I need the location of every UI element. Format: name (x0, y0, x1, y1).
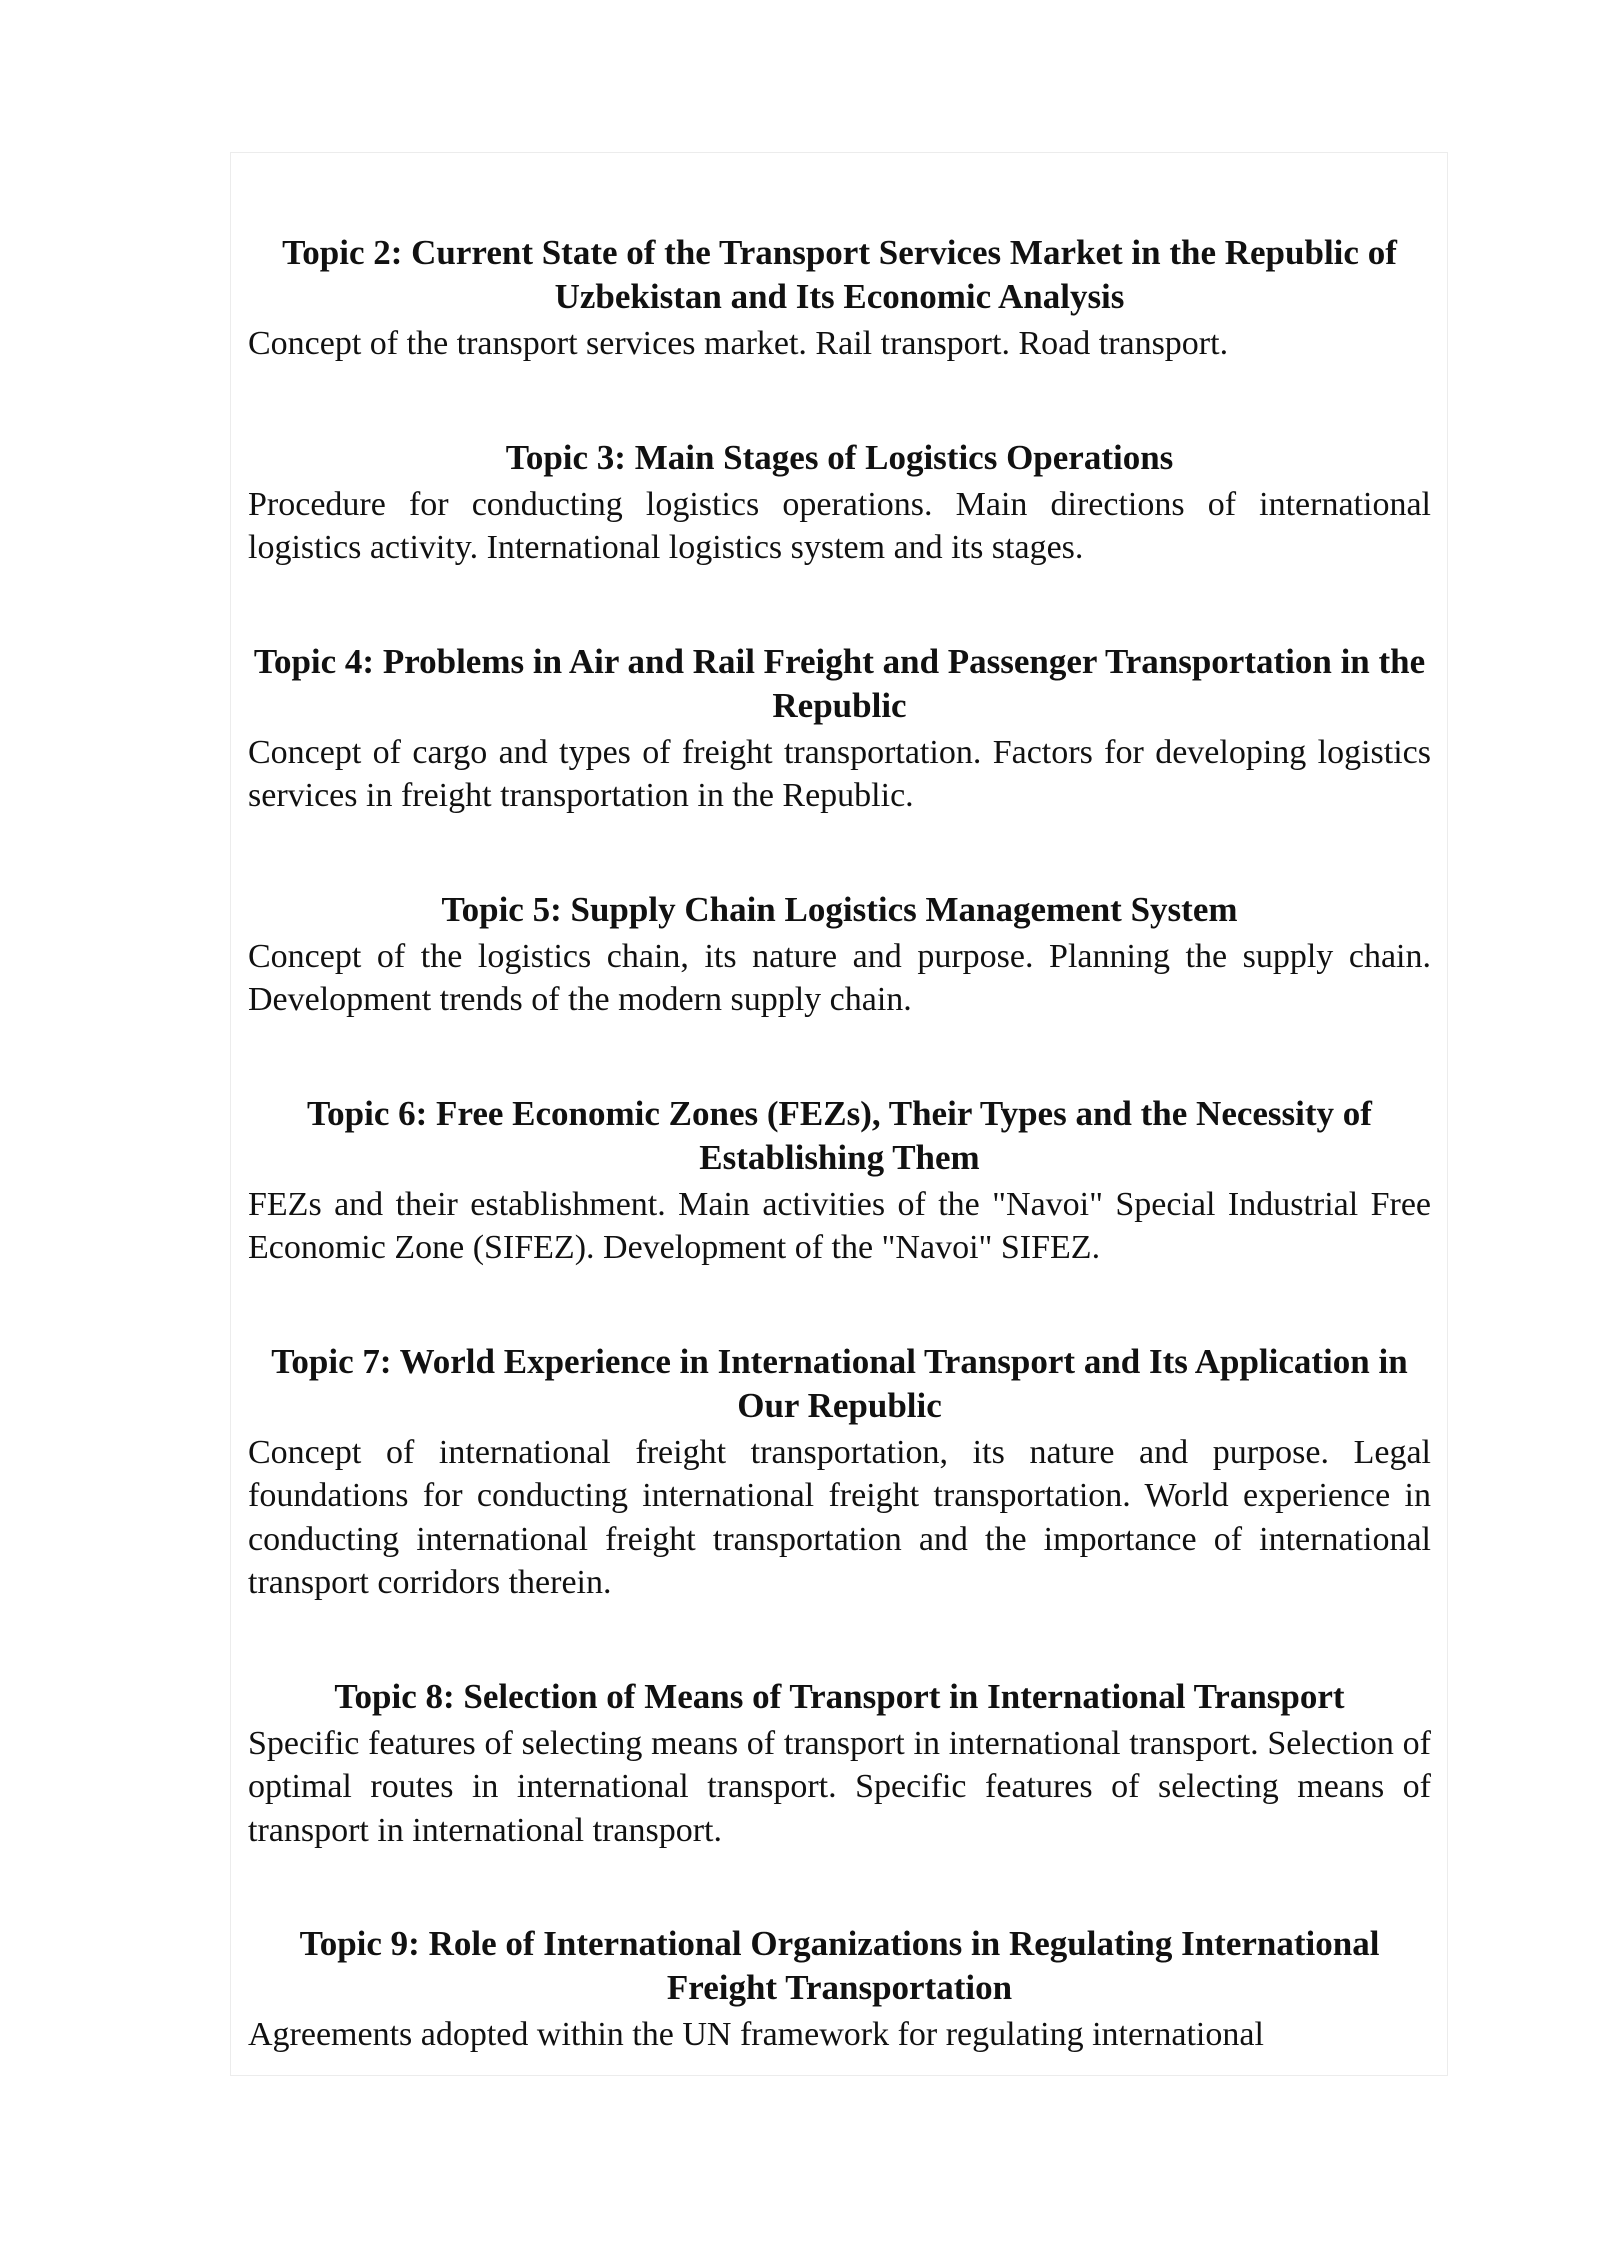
topic-section (248, 1340, 1431, 1605)
topic-section (248, 1922, 1431, 2057)
topic-heading: Topic 4: Problems in Air and Rail Freight and Passenger Transportation in the Republic (253, 641, 1426, 725)
topic-heading: Topic 9: Role of International Organizations in Regulating International Freight Transportation (299, 1924, 1380, 2007)
document-content (248, 231, 1431, 2076)
topic-heading: Topic 5: Supply Chain Logistics Management System (441, 889, 1238, 929)
topic-section (248, 1092, 1431, 1270)
topic-section (248, 888, 1431, 1022)
topic-paragraph: Concept of international freight transportation, its nature and purpose. Legal foundations for conducting international freight transportation. World experience in conducting international freight transportation and the importance of international transport corridors therein. (248, 1433, 1431, 1601)
topic-paragraph: Concept of the logistics chain, its nature and purpose. Planning the supply chain. Development trends of the modern supply chain. (248, 937, 1431, 1018)
topic-heading: Topic 2: Current State of the Transport Services Market in the Republic of Uzbekistan and Its Economic Analysis (282, 233, 1397, 316)
topic-heading: Topic 3: Main Stages of Logistics Operations (505, 437, 1174, 477)
topic-paragraph: Agreements adopted within the UN framework for regulating international (248, 2016, 1264, 2053)
topic-heading: Topic 8: Selection of Means of Transport in International Transport (334, 1676, 1345, 1716)
topic-section (248, 436, 1431, 570)
topic-section (248, 640, 1431, 818)
topic-paragraph: FEZs and their establishment. Main activities of the "Navoi" Special Industrial Free Economic Zone (SIFEZ). Development of the "Navoi" SIFEZ. (248, 1185, 1431, 1266)
document-page (230, 152, 1448, 2076)
topic-section (248, 1675, 1431, 1853)
topic-paragraph: Concept of the transport services market. Rail transport. Road transport. (248, 325, 1229, 362)
topic-heading: Topic 7: World Experience in International Transport and Its Application in Our Republic (271, 1341, 1408, 1425)
topic-paragraph: Specific features of selecting means of transport in international transport. Selection of optimal routes in international transport. Specific features of selecting means of transport in international transport. (248, 1724, 1431, 1849)
topic-paragraph: Procedure for conducting logistics operations. Main directions of international logistics activity. International logistics system and its stages. (248, 485, 1431, 566)
topic-paragraph: Concept of cargo and types of freight transportation. Factors for developing logistics services in freight transportation in the Republic. (248, 733, 1431, 814)
topic-heading: Topic 6: Free Economic Zones (FEZs), Their Types and the Necessity of Establishing Them (307, 1093, 1372, 1177)
topic-section (248, 231, 1431, 366)
